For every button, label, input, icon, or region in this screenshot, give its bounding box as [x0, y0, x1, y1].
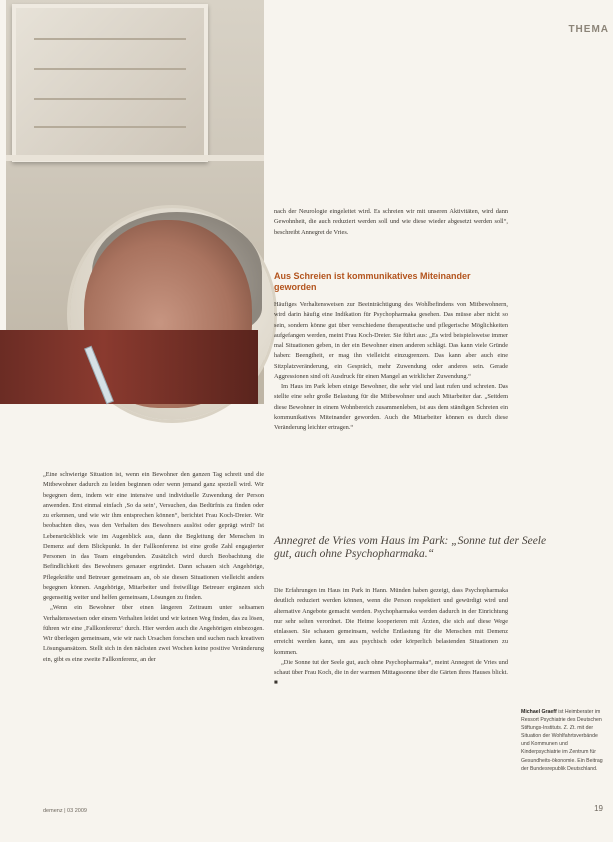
section-label: THEMA	[568, 24, 609, 35]
garment	[0, 330, 258, 404]
pull-quote: Annegret de Vries vom Haus im Park: „Sonne tut der Seele gut, auch ohne Psychopharmaka.“	[274, 535, 547, 560]
text-column-bottom-mid	[274, 586, 508, 689]
frame-line	[34, 126, 186, 128]
paragraph: Die Erfahrungen im Haus im Park in Hann. Münden haben gezeigt, dass Psychopharmaka deutlich reduziert werden können, wenn die Person respektiert und gewürdigt wird und alternative Angebote gemacht werden. Psychopharmaka werden dadurch in der Einrichtung nur sehr selten verordnet. Die Heime kooperieren mit Ärzten, die sich auf diese Wege einlassen. Sie schauen gemeinsam, welche Entlastung für die Menschen mit Demenz erreicht werden kann, um aus psychisch oder körperlich belastenden Situationen zu kommen.	[274, 587, 508, 656]
frame-line	[34, 98, 186, 100]
text-column-mid-top	[274, 207, 508, 238]
page-number: 19	[594, 804, 603, 813]
wall-picture-frame	[12, 4, 208, 162]
paragraph: „Die Sonne tut der Seele gut, auch ohne Psychopharmaka“, meint Annegret de Vries und schaut über Frau Koch, die in der warmen Mittagssonne über die Gärten ihres Hauses blickt. ■	[274, 658, 508, 687]
frame-line	[34, 38, 186, 40]
text-column-mid	[274, 300, 508, 433]
text-column-left	[43, 470, 264, 665]
paragraph: „Eine schwierige Situation ist, wenn ein Bewohner den ganzen Tag schreit und die Mitbewohner dadurch zu leiden beginnen oder wenn jemand ganz speziell wird. Wir begegnen dem, indem wir eine intensive und individuelle Zuwendung der Person anwenden. Erst einmal einfach ‚So da sein‘, Versuchen, das Bedürfnis zu finden oder zu erkennen, und wie wir ihm entsprechen können“, berichtet Frau Koch-Dreier. Wir beobachten dies, was den Verhalten des Bewohners auslöst oder geprägt wird? Ist Lebensrückblick wie im Augenblick aus, dann die Begleitung der Menschen in Demenz auf dem Blickpunkt. In der Fallkonferenz ist eine große Zahl engagierter Personen in das Team eingebunden. Zusätzlich wird durch Beobachtung die Befindlichkeit des Bewohners genauer ergründet. Dann schauen sich Angehörige, Pflegekräfte und Betreuer gemeinsam an, ob sie diesen Situationen vielleicht anders begegnen können. Angehörige, Mitarbeiter und freiwillige Betreuer ergänzen sich gegenseitig weiter und helfen gemeinsam, Lösungen zu finden.	[43, 471, 264, 601]
author-sidebar	[521, 708, 605, 773]
wall-shelf	[6, 155, 264, 161]
author-bio: ist Heimberater im Ressort Psychiatrie des Deutschen Stiftungs-Instituts. Z. Zt. mit der Situation der Wohlfahrtsverbände und Kommunen und Kinderpsychiatrie im Zentrum für Gesundheits-ökonomie. Ein Beitrag der Bundesrepublik Deutschland.	[521, 709, 603, 772]
section-headline: Aus Schreien ist kommunikatives Miteinander geworden	[274, 271, 471, 292]
frame-line	[34, 68, 186, 70]
paragraph: Im Haus im Park leben einige Bewohner, die sehr viel und laut rufen und schreien. Das stellte eine sehr große Belastung für die Mitbewohner und auch Mitarbeiter dar. „Seitdem diese Bewohner in einem Wohnbereich zusammenleben, ist aus dem ständigen Schreien ein kommunikatives Miteinander geworden. Auch die Mitarbeiter können es durch diese Veränderung leichter ertragen.“	[274, 383, 508, 431]
footer-issue: demenz | 03 2009	[43, 808, 87, 814]
paragraph: Häufiges Verhaltensweisen zur Beeinträchtigung des Wohlbefindens von Mitbewohnern, wird darin häufig eine Indikation für Psychopharmaka gesehen. Das müsse aber nicht so sein, sondern könne gut über verschiedene therapeutische und pflegerische Möglichkeiten aufgefangen werden, meint Frau Koch-Dreier. Sie führt aus: „Es wird beispielsweise immer mal Situationen geben, in der ein Bewohner einen anderen schlägt. Das kann viele Gründe haben: Beengtheit, er mag ihn vielleicht einzugrenzen. Das kann aber auch eine Sitzplatzveränderung, ein Gespräch, mehr Zuwendung oder anderes sein. Gerade Aggressionen sind oft Ausdruck für einen Mangel an wirklicher Zuwendung.“	[274, 301, 508, 380]
paragraph: nach der Neurologie eingeleitet wird. Es schreien wir mit unseren Aktivitäten, wird dann Gewohnheit, die auch reduziert werden soll und wie diese wieder abgesetzt werden soll“, beschreibt Annegret de Vries.	[274, 208, 508, 236]
paragraph: „Wenn ein Bewohner über einen längeren Zeitraum unter seltsamen Verhaltensweisen oder einem Verhalten leidet und wir keinen Weg finden, das zu lösen, führen wir eine ‚Fallkonferenz‘ durch. Hier werden auch die Angehörigen einbezogen. Wir überlegen gemeinsam, wie wir nach Ursachen forschen und suchen nach kreativen Lösungsansätzen. Stellt sich in den nächsten zwei Wochen keine positive Veränderung ein, gibt es eine zweite Fallkonferenz, an der	[43, 604, 264, 663]
author-name: Michael Graeff	[521, 709, 557, 715]
